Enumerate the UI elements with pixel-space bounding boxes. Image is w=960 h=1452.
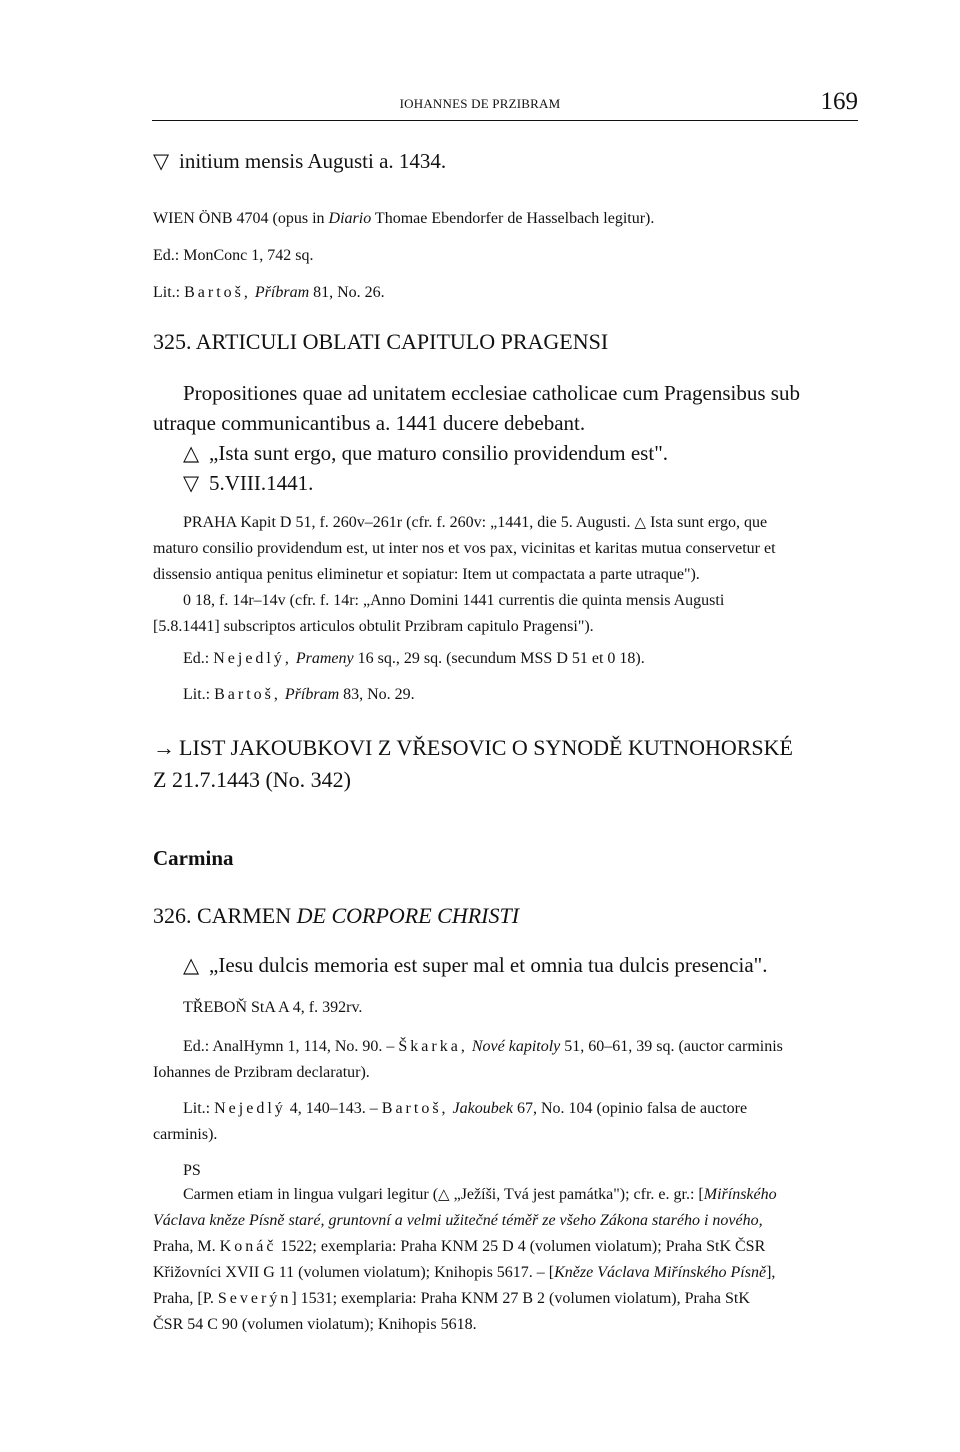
cross-reference: → LIST JAKOUBKOVI Z VŘESOVIC O SYNODĚ KUTNOHORSKÉ Z 21.7.1443 (No. 342) (153, 732, 856, 796)
entry-325-description: Propositiones quae ad unitatem ecclesiae catholicae cum Pragensibus sub utraque communicantibus a. 1441 ducere debebant. △ „Ista sunt ergo, que maturo consilio providendum est". ▽ 5.VIII.1441. (153, 378, 856, 498)
incipit-symbol-icon: △ (183, 953, 200, 977)
entry-325-title: 325. ARTICULI OBLATI CAPITULO PRAGENSI (153, 329, 609, 354)
explicit-line: ▽ initium mensis Augusti a. 1434. (153, 146, 856, 176)
running-title: IOHANNES DE PRZIBRAM (399, 96, 561, 111)
entry-326-manuscript: TŘEBOŇ StA A 4, f. 392rv. (183, 999, 363, 1016)
entry-325-literature: Lit.: Bartoš, Příbram 83, No. 29. (183, 686, 415, 703)
entry-325-manuscripts: PRAHA Kapit D 51, f. 260v–261r (cfr. f. 260v: „1441, die 5. Augusti. △ Ista sunt ergo, que maturo consilio providendum est, ut inter nos et vos pax, vicinitas et karitas mutua conservetur et dissensio antiqua penitus eliminetur et sopiatur: Item ut compactata a parte utraque"). 0 18, f. 14r–14v (cfr. f. 14r: „Anno Domini 1441 currentis die quinta mensis Augusti [5.8.1441] subscriptos articulos obtulit Przibram capitulo Pragensi"). (153, 514, 776, 635)
page-number: 169 (820, 88, 858, 115)
explicit-symbol-icon: ▽ (153, 149, 170, 173)
section-title: Carmina (153, 846, 234, 870)
explicit-symbol-icon: ▽ (183, 471, 200, 495)
manuscript-line: WIEN ÖNB 4704 (opus in Diario Thomae Ebendorfer de Hasselbach legitur). (153, 210, 655, 227)
arrow-right-icon: → (153, 735, 175, 760)
literature-line: Lit.: Bartoš, Příbram 81, No. 26. (153, 284, 385, 301)
incipit-symbol-icon: △ (438, 1187, 450, 1203)
incipit-symbol-icon: △ (183, 441, 200, 465)
ps-text: Carmen etiam in lingua vulgari legitur (△ „Ježíši, Tvá jest památka"); cfr. e. gr.: [Miřínského Václava kněze Písně staré, gruntovní a velmi užitečné téměř ze všeho Zákona starého i nového, Praha, M. Konáč 1522; exemplaria: Praha KNM 25 D 4 (volumen violatum); Praha StK ČSR Křižovníci XVII G 11 (volumen violatum); Knihopis 5617. – [Kněze Václava Miřínského Písně], Praha, [P. Severýn] 1531; exemplaria: Praha KNM 27 B 2 (volumen violatum), Praha StK ČSR 54 C 90 (volumen violatum); Knihopis 5618. (153, 1186, 777, 1333)
entry-326-literature: Lit.: Nejedlý 4, 140–143. – Bartoš, Jakoubek 67, No. 104 (opinio falsa de auctore carminis). (153, 1100, 748, 1143)
entry-326-title: 326. CARMEN DE CORPORE CHRISTI (153, 903, 520, 928)
entry-326-edition: Ed.: AnalHymn 1, 114, No. 90. – Škarka, Nové kapitoly 51, 60–61, 39 sq. (auctor carminis Iohannes de Przibram declaratur). (153, 1038, 783, 1081)
header-rule (152, 120, 858, 121)
entry-326-incipit: △ „Iesu dulcis memoria est super mal et omnia tua dulcis presencia". (153, 950, 856, 980)
ps-label: PS (183, 1162, 201, 1179)
incipit-symbol-icon: △ (634, 515, 647, 531)
edition-line: Ed.: MonConc 1, 742 sq. (153, 247, 314, 264)
entry-325-edition: Ed.: Nejedlý, Prameny 16 sq., 29 sq. (secundum MSS D 51 et 0 18). (183, 650, 645, 667)
